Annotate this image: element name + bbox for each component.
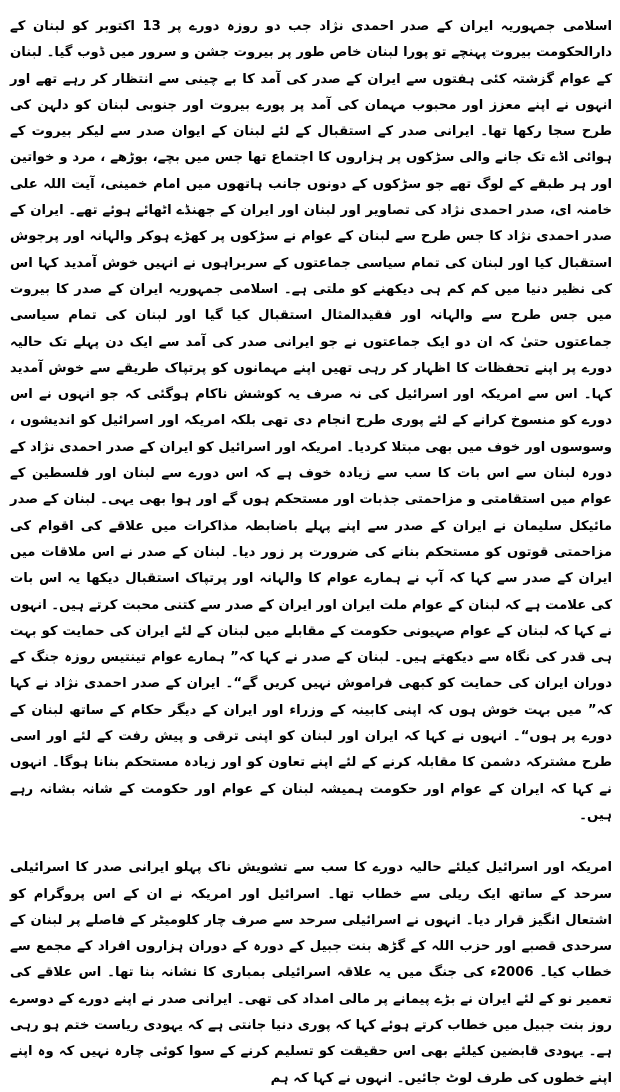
article-paragraph-1: اسلامی جمہوریہ ایران کے صدر احمدی نژاد جب دو روزہ دورے پر 13 اکتوبر کو لبنان کے دارالحکومت بیروت پہنچے تو پورا لبنان خاص طور پر بیروت جشن و سرور میں ڈوب گیا۔ لبنان کے عوام گزشتہ کئی ہفتوں سے ایران کے صدر کی آمد کا بے چینی سے انتظار کر رہے تھے اور انہوں نے اپنے معزز اور محبوب مہمان کی آمد پر پورے بیروت اور جنوبی لبنان کو دلہن کی طرح سجا رکھا تھا۔ ایرانی صدر کے استقبال کے لئے لبنان کے ایوان صدر سے لیکر بیروت کے ہوائی اڈے تک جانے والی سڑکوں پر ہزاروں کا اجتماع تھا جس میں بچے، بوڑھے ، مرد و خواتین اور ہر طبقے کے لوگ تھے جو سڑکوں کے دونوں جانب ہاتھوں میں امام خمینی، آیت اللہ علی خامنہ ای، صدر احمدی نژاد کی تصاویر اور لبنان اور ایران کے جھنڈے اٹھائے ہوئے تھے۔ ایران کے صدر احمدی نژاد کا جس طرح سے لبنان کے عوام نے سڑکوں پر کھڑے ہوکر والہانہ اور پرجوش استقبال کیا اور لبنان کی تمام سیاسی جماعتوں کے سربراہوں نے انہیں خوش آمدید کہا اس کی نظیر دنیا میں کم کم ہی دیکھنے کو ملتی ہے۔ اسلامی جمہوریہ ایران کے صدر کا بیروت میں جس طرح سے والہانہ اور فقیدالمثال استقبال کیا گیا اور لبنان کی تمام سیاسی جماعتوں حتیٰ کہ ان دو ایک جماعتوں نے جو ایرانی صدر کی آمد سے ایک دن پہلے تک حالیہ دورے پر اپنے تحفظات کا اظہار کر رہی تھیں اپنے مہمانوں کو پرتپاک طریقے سے خوش آمدید کہا۔ اس سے امریکہ اور اسرائیل کی نہ صرف یہ کوشش ناکام ہوگئی کہ جو انہوں نے اس دورے کو منسوخ کرانے کے لئے پوری طرح انجام دی تھی بلکہ امریکہ اور اسرائیل کو اندیشوں ، وسوسوں اور خوف میں بھی مبتلا کردیا۔ امریکہ اور اسرائیل کو ایران کے صدر احمدی نژاد کے دورہ لبنان سے اس بات کا سب سے زیادہ خوف ہے کہ اس دورے سے لبنان اور فلسطین کے عوام میں استقامتی و مزاحمتی جذبات اور مستحکم ہوں گے اور ہوا بھی یہی۔ لبنان کے صدر مائیکل سلیمان نے ایران کے صدر سے اپنے پہلے باضابطہ مذاکرات میں علاقے کی اقوام کی مزاحمتی قوتوں کو مستحکم بنانے کی ضرورت پر زور دیا۔ لبنان کے صدر نے اس ملاقات میں ایران کے صدر سے کہا کہ آپ نے ہمارے عوام کا والہانہ اور پرتپاک استقبال دیکھا یہ اس بات کی علامت ہے کہ لبنان کے عوام ملت ایران اور ایران کے صدر سے کتنی محبت کرتے ہیں۔ انہوں نے کہا کہ لبنان کے عوام صہیونی حکومت کے مقابلے میں لبنان کے لئے ایران کی حمایت کو بہت ہی قدر کی نگاہ سے دیکھتے ہیں۔ لبنان کے صدر نے کہا کہ” ہمارے عوام تینتیس روزہ جنگ کے دوران ایران کی حمایت کو کبھی فراموش نہیں کریں گے“۔ ایران کے صدر احمدی نژاد نے کہا کہ” میں بہت خوش ہوں کہ اپنی کابینہ کے وزراء اور ایران کے دیگر حکام کے ساتھ لبنان کے دورے پر ہوں“۔ انہوں نے کہا کہ ایران اور لبنان کو اپنی ترقی و پیش رفت کے لئے اور اسی طرح مشترکہ دشمن کا مقابلہ کرنے کے لئے اپنے تعاون کو اور زیادہ مستحکم بنانا ہوگا۔ انہوں نے کہا کہ ایران کے عوام اور حکومت ہمیشہ لبنان کے عوام اور حکومت کے شانہ بشانہ رہے ہیں۔ xyxy=(10,19,612,823)
paragraph-spacer xyxy=(10,829,612,855)
article-paragraph-2: امریکہ اور اسرائیل کیلئے حالیہ دورے کا سب سے تشویش ناک پہلو ایرانی صدر کا اسرائیلی سرحد کے ساتھ ایک ریلی سے خطاب تھا۔ اسرائیل اور امریکہ نے ان کے اس پروگرام کو اشتعال انگیز قرار دیا۔ انہوں نے اسرائیلی سرحد سے صرف چار کلومیٹر کے فاصلے پر لبنان کے سرحدی قصبے اور حزب اللہ کے گڑھ بنت جبیل کے دورہ کے دوران ہزاروں افراد کے مجمع سے خطاب کیا۔ 2006ء کی جنگ میں یہ علاقہ اسرائیلی بمباری کا نشانہ بنا تھا۔ اس علاقے کی تعمیر نو کے لئے ایران نے بڑے پیمانے پر مالی امداد کی تھی۔ ایرانی صدر نے اپنے دورے کے دوسرے روز بنت جبیل میں خطاب کرتے ہوئے کہا کہ پوری دنیا جانتی ہے کہ یہودی ریاست ختم ہو رہی ہے۔ یہودی قابضین کیلئے بھی اس حقیقت کو تسلیم کرنے کے سوا کوئی چارہ نہیں کہ وہ اپنے اپنے خطوں کی طرف لوٹ جائیں۔ انہوں نے کہا کہ ہم xyxy=(10,860,612,1086)
